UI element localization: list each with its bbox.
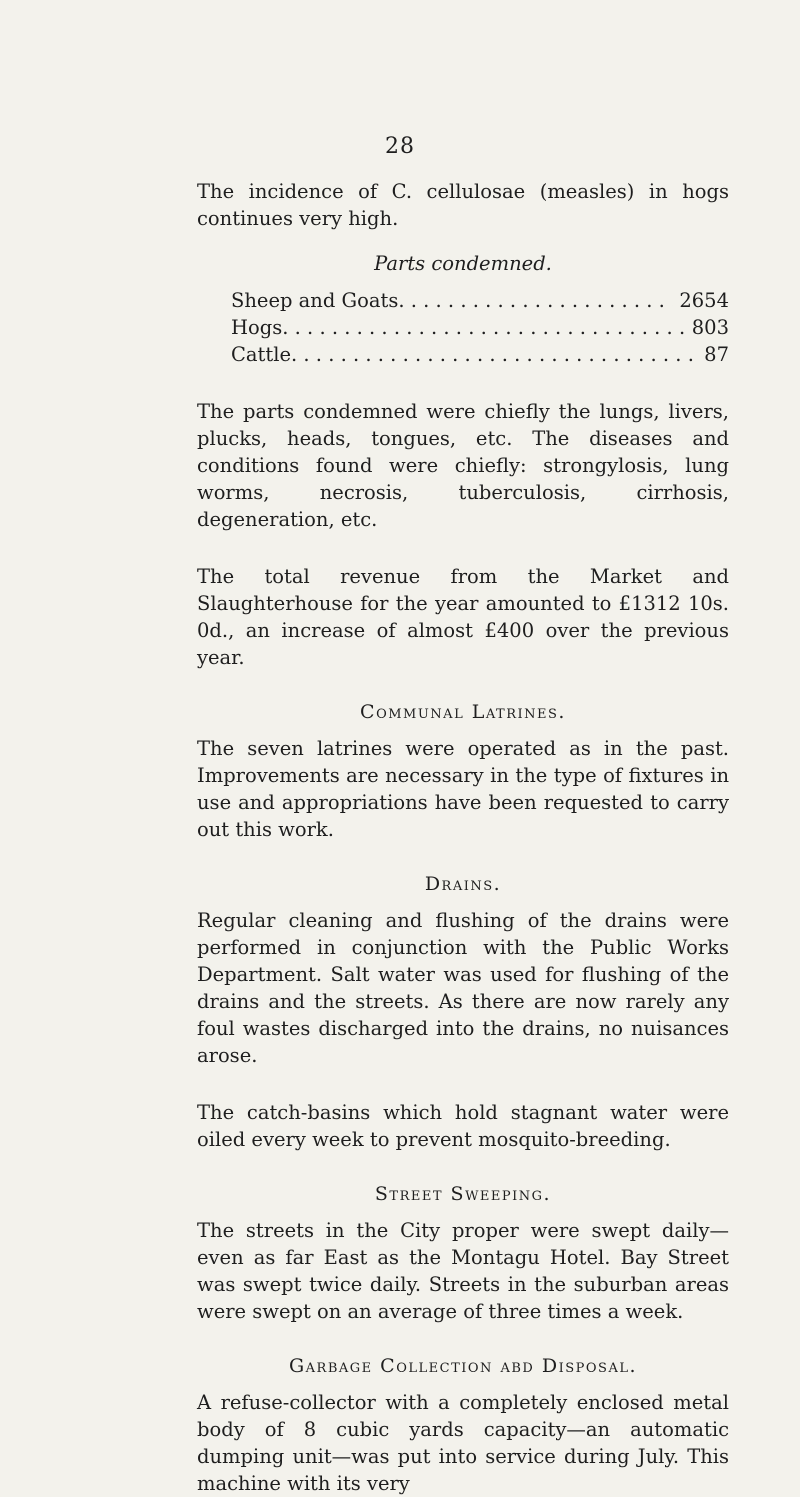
parts-condemned-list — [231, 287, 729, 368]
row-value: 87 — [704, 343, 729, 366]
latrines-paragraph: The seven latrines were operated as in the past. Improvements are necessary in the type of fixtures in use and appropriations have been requested to carry out this work. — [197, 737, 729, 841]
garbage-paragraph: A refuse-collector with a completely enclosed metal body of 8 cubic yards capacity—an automatic dumping unit—was put into service during July. This machine with its very — [197, 1391, 729, 1495]
dot-leader — [291, 341, 698, 368]
row-label: Cattle — [231, 343, 291, 366]
row-label: Hogs — [231, 316, 283, 339]
drains-heading: Drains. — [424, 873, 502, 895]
street-sweeping-paragraph: The streets in the City proper were swept daily—even as far East as the Montagu Hotel. Bay Street was swept twice daily. Streets in the suburban areas were swept on an average of three times a week. — [197, 1219, 729, 1323]
list-row-cattle — [231, 341, 729, 368]
dot-leader — [282, 314, 686, 341]
list-row-sheep-goats — [231, 287, 729, 314]
dot-leader — [398, 287, 673, 314]
street-sweeping-heading: Street Sweeping. — [374, 1183, 552, 1205]
drains-paragraph-2: The catch-basins which hold stagnant water were oiled every week to prevent mosquito-breeding. — [197, 1101, 729, 1151]
row-value: 803 — [691, 316, 729, 339]
garbage-heading: Garbage Collection abd Disposal. — [288, 1355, 638, 1377]
page-content — [197, 178, 729, 1497]
page-number: 28 — [385, 134, 415, 159]
list-row-hogs — [231, 314, 729, 341]
drains-paragraph-1: Regular cleaning and flushing of the drains were performed in conjunction with the Public Works Department. Salt water was used for flushing of the drains and the streets. As there are now rarely any foul wastes discharged into the drains, no nuisances arose. — [197, 909, 729, 1067]
parts-paragraph: The parts condemned were chiefly the lungs, livers, plucks, heads, tongues, etc. The diseases and conditions found were chiefly: strongylosis, lung worms, necrosis, tuberculosis, cirrhosis, degeneration, etc. — [197, 400, 729, 531]
row-label: Sheep and Goats — [231, 289, 399, 312]
intro-paragraph: The incidence of C. cellulosae (measles) in hogs continues very high. — [197, 180, 729, 230]
latrines-heading: Communal Latrines. — [360, 701, 566, 723]
revenue-paragraph: The total revenue from the Market and Slaughterhouse for the year amounted to £1312 10s. 0d., an increase of almost £400 over the previous year. — [197, 565, 729, 669]
parts-condemned-title: Parts condemned. — [374, 252, 552, 275]
row-value: 2654 — [679, 289, 729, 312]
